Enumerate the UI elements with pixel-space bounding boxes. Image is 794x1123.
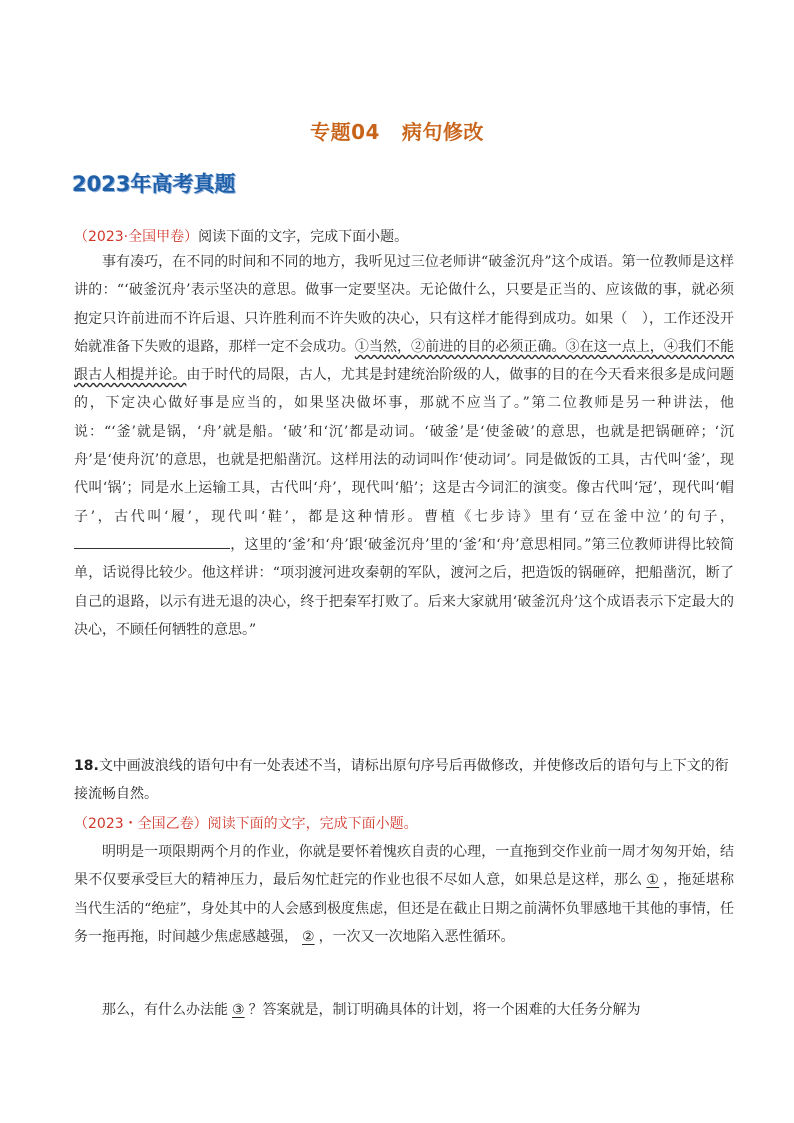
passage-2-p2-a: 那么，有什么办法能 [102,1002,228,1018]
wavy-underlined-sentence: ①当然，②前进的目的必须正确。③在这一点上，④我们不能跟古人相提并论。 [74,338,735,384]
question-number: 18. [74,758,99,774]
blank-3: ③ [232,1002,245,1018]
passage-2-paragraph-2 [74,996,734,1024]
passage-2-paragraph-1 [74,838,734,951]
section-heading: 2023年高考真题 [72,172,236,196]
page-title [0,116,794,145]
title-topic-number: 专题04 [310,120,380,144]
source-instruction: 阅读下面的文字，完成下面小题。 [198,229,409,245]
question-18 [74,752,734,808]
blank-2: ② [302,928,315,945]
passage-1-part-b: 由于时代的局限，古人，尤其是封建统治阶级的人，做事的目的在今天看来很多是成问题的，下定决心做好事是应当的，如果坚决做坏事，那就不应当了。”第二位教师是另一种讲法，他说：“‘釜’就是锅，‘舟’就是船。‘破’和‘沉’都是动词。‘破釜’是‘使釜破’的意思，也就是把锅砸碎；‘沉舟’是‘使舟沉’的意思，也就是把船凿沉。这样用法的动词叫作‘使动词’。同是做饭的工具，古代叫‘釜’，现代叫‘锅’；同是水上运输工具，古代叫‘舟’，现代叫‘船’；这是古今词汇的演变。像古代叫‘冠’，现代叫‘帽子’，古代叫‘履’，现代叫‘鞋’，都是这种情形。曹植《七步诗》里有‘豆在釜中泣’的句子， [74,367,735,525]
source-line-1 [74,226,734,246]
passage-2-p1-a: 明明是一项限期两个月的作业，你就是要怀着愧疚自责的心理，一直拖到交作业前一周才匆匆开始，结果不仅要承受巨大的精神压力，最后匆忙赶完的作业也很不尽如人意，如果总是这样，那么 [74,844,734,889]
passage-1 [74,248,734,644]
fill-in-blank-line [74,534,230,549]
blank-1: ① [646,872,660,889]
passage-2-p2-b: ？答案就是，制订明确具体的计划，将一个困难的大任务分解为 [248,1002,641,1018]
title-topic-name: 病句修改 [401,120,484,144]
passage-1-part-a: 事有凑巧，在不同的时间和不同的地方，我听见过三位老师讲“破釜沉舟”这个成语。第一位教师是这样讲的：“‘破釜沉舟’表示坚决的意思。做事一定要坚决。无论做什么，只要是正当的、应该做的事，就必须抱定只许前进而不许后退、只许胜利而不许失败的决心，只有这样才能得到成功。如果（ ），工作还没开始就准备下失败的退路，那样一定不会成功。 [74,254,734,355]
source-line-2 [74,813,734,833]
source-2-text: （2023・全国乙卷）阅读下面的文字，完成下面小题。 [74,816,418,832]
source-tag: （2023·全国甲卷） [74,229,199,245]
passage-1-part-c: ，这里的‘釜’和‘舟’跟‘破釜沉舟’里的‘釜’和‘舟’意思相同。”第三位教师讲得比较简单，话说得比较少。他这样讲：“项羽渡河进攻秦朝的军队，渡河之后，把造饭的锅砸碎，把船凿沉，断了自己的退路，以示有进无退的决心，终于把秦军打败了。后来大家就用‘破釜沉舟’这个成语表示下定最大的决心，不顾任何牺牲的意思。” [74,536,734,638]
passage-2-p1-c: ，一次又一次地陷入恶性循环。 [318,928,515,945]
passage-2-p1-b: ，拖延堪称当代生活的“绝症”，身处其中的人会感到极度焦虑，但还是在截止日期之前满怀负罪感地干其他的事情，任务一拖再拖，时间越少焦虑感越强， [74,872,734,945]
question-text: 文中画波浪线的语句中有一处表述不当，请标出原句序号后再做修改，并使修改后的语句与上下文的衔接流畅自然。 [74,758,729,802]
